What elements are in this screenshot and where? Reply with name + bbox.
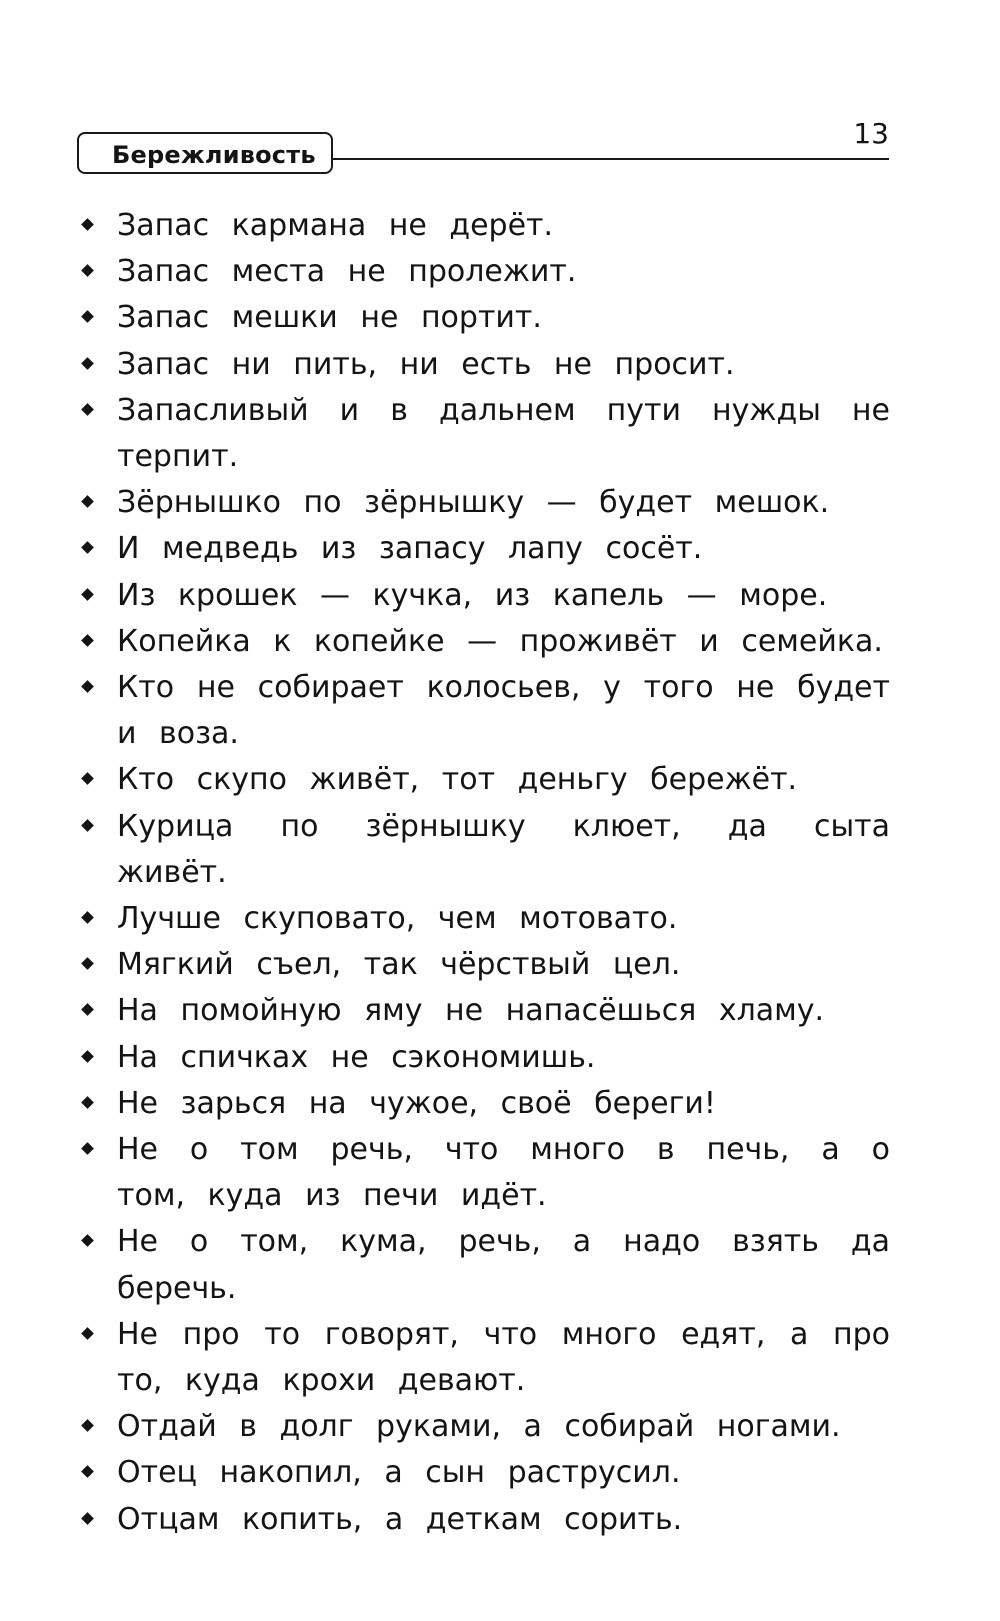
proverb-item xyxy=(80,573,890,619)
proverb-text: Мягкий съел, так чёрствый цел. xyxy=(117,947,681,983)
proverb-item xyxy=(80,249,890,295)
proverb-text: Не о том, кума, речь, а надо взять да беречь. xyxy=(117,1224,890,1306)
proverb-item xyxy=(80,388,890,480)
proverb-text: Не про то говорят, что много едят, а про то, куда крохи девают. xyxy=(117,1316,890,1399)
diamond-bullet-icon xyxy=(81,542,94,555)
proverb-item xyxy=(80,942,890,988)
proverb-list xyxy=(80,203,890,1543)
proverb-text: Запас кармана не дерёт. xyxy=(117,208,554,243)
diamond-bullet-icon xyxy=(81,1512,94,1525)
proverb-text: Отцам копить, а деткам сорить. xyxy=(117,1501,683,1537)
proverb-item xyxy=(80,1312,890,1404)
diamond-bullet-icon xyxy=(81,957,94,970)
diamond-bullet-icon xyxy=(81,1419,94,1432)
proverb-text: Кто скупо живёт, тот деньгу бережёт. xyxy=(117,762,798,798)
proverb-item xyxy=(80,1081,890,1127)
page-header xyxy=(77,118,889,178)
proverb-text: Запас ни пить, ни есть не просит. xyxy=(117,346,735,382)
diamond-bullet-icon xyxy=(81,218,94,231)
proverb-text: Не зарься на чужое, своё береги! xyxy=(117,1085,716,1121)
proverb-item xyxy=(80,1219,890,1311)
diamond-bullet-icon xyxy=(81,495,94,508)
proverb-text: На спичках не сэкономишь. xyxy=(117,1039,596,1075)
diamond-bullet-icon xyxy=(81,311,94,324)
proverb-item xyxy=(80,1035,890,1081)
proverb-text: Лучше скуповато, чем мотовато. xyxy=(117,901,678,937)
diamond-bullet-icon xyxy=(81,634,94,647)
proverb-item xyxy=(80,203,890,249)
proverb-text: Не о том речь, что много в печь, а о том, куда из печи идёт. xyxy=(117,1132,890,1214)
proverb-item xyxy=(80,526,890,572)
diamond-bullet-icon xyxy=(81,1050,94,1063)
diamond-bullet-icon xyxy=(81,911,94,924)
proverb-item xyxy=(80,757,890,803)
proverb-item xyxy=(80,665,890,757)
proverb-item xyxy=(80,1127,890,1219)
diamond-bullet-icon xyxy=(81,264,94,277)
proverb-item xyxy=(80,342,890,388)
diamond-bullet-icon xyxy=(81,357,94,370)
proverb-text: Запас места не пролежит. xyxy=(117,254,577,290)
proverb-text: Кто не собирает колосьев, у того не будет и воза. xyxy=(117,670,890,752)
diamond-bullet-icon xyxy=(81,680,94,693)
proverb-item xyxy=(80,1404,890,1450)
diamond-bullet-icon xyxy=(81,1327,94,1340)
diamond-bullet-icon xyxy=(81,588,94,601)
diamond-bullet-icon xyxy=(81,1466,94,1479)
proverb-text: Из крошек — кучка, из капель — море. xyxy=(117,577,828,613)
proverb-item xyxy=(80,295,890,341)
proverb-text: И медведь из запасу лапу сосёт. xyxy=(117,531,703,567)
diamond-bullet-icon xyxy=(81,1142,94,1155)
proverb-text: Отец накопил, а сын раструсил. xyxy=(117,1455,681,1491)
proverb-item xyxy=(80,1497,890,1543)
section-tab xyxy=(77,132,333,174)
diamond-bullet-icon xyxy=(81,1096,94,1109)
proverb-text: Запасливый и в дальнем пути нужды не терпит. xyxy=(117,392,890,475)
diamond-bullet-icon xyxy=(81,403,94,416)
header-rule xyxy=(327,158,889,160)
proverb-text: Копейка к копейке — проживёт и семейка. xyxy=(117,623,883,659)
proverb-text: Зёрнышко по зёрнышку — будет мешок. xyxy=(117,485,830,521)
proverb-text: Курица по зёрнышку клюет, да сыта живёт. xyxy=(117,808,890,890)
proverb-item xyxy=(80,619,890,665)
page-number: 13 xyxy=(853,117,889,150)
proverb-text: Запас мешки не портит. xyxy=(117,300,542,336)
section-title: Бережливость xyxy=(112,141,316,169)
proverb-item xyxy=(80,988,890,1034)
diamond-bullet-icon xyxy=(81,773,94,786)
proverb-item xyxy=(80,896,890,942)
proverb-item xyxy=(80,804,890,896)
diamond-bullet-icon xyxy=(81,1004,94,1017)
diamond-bullet-icon xyxy=(81,1235,94,1248)
proverb-item xyxy=(80,1450,890,1496)
proverb-text: На помойную яму не напасёшься хламу. xyxy=(117,993,825,1029)
proverb-text: Отдай в долг руками, а собирай ногами. xyxy=(117,1409,841,1445)
diamond-bullet-icon xyxy=(81,819,94,832)
proverb-item xyxy=(80,480,890,526)
